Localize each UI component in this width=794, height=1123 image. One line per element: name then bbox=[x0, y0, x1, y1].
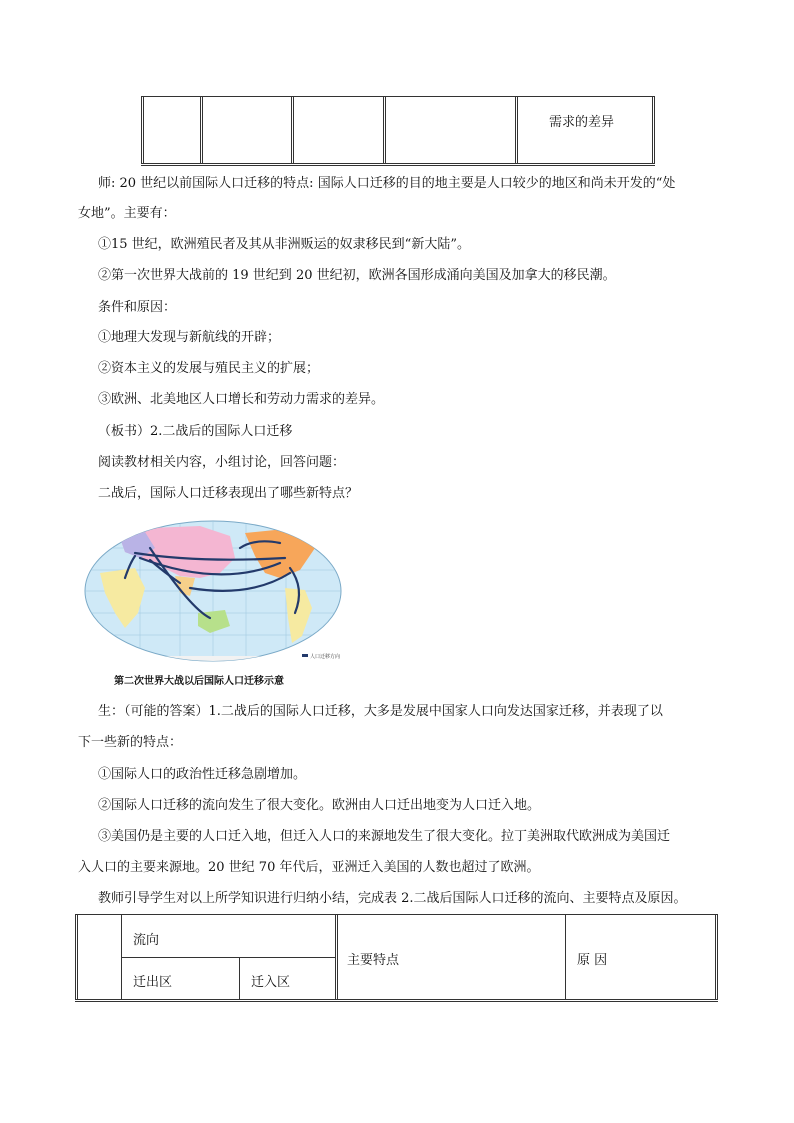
paragraph: 教师引导学生对以上所学知识进行归纳小结，完成表 2.二战后国际人口迁移的流向、主要特点及原因。 bbox=[98, 891, 687, 906]
paragraph: 阅读教材相关内容，小组讨论，回答问题： bbox=[98, 455, 346, 470]
top-table bbox=[141, 96, 655, 166]
paragraph: 女地”。主要有： bbox=[78, 206, 176, 221]
table-border bbox=[383, 97, 386, 163]
table-border bbox=[200, 97, 203, 163]
paragraph: ②第一次世界大战前的 19 世纪到 20 世纪初，欧洲各国形成涌向美国及加拿大的移民潮。 bbox=[98, 268, 616, 283]
table-border bbox=[75, 915, 78, 999]
paragraph: ①15 世纪，欧洲殖民者及其从非洲贩运的奴隶移民到“新大陆”。 bbox=[98, 237, 470, 252]
table-border bbox=[291, 97, 294, 163]
table-header-in-area: 迁入区 bbox=[251, 975, 291, 990]
table-border bbox=[239, 958, 240, 999]
table-border bbox=[565, 915, 566, 999]
table-header-out-area: 迁出区 bbox=[133, 975, 173, 990]
paragraph: ②资本主义的发展与殖民主义的扩展； bbox=[98, 361, 320, 376]
paragraph: ③欧洲、北美地区人口增长和劳动力需求的差异。 bbox=[98, 392, 385, 407]
paragraph: 二战后，国际人口迁移表现出了哪些新特点？ bbox=[98, 486, 359, 501]
paragraph: 下一些新的特点： bbox=[78, 735, 183, 750]
table-border bbox=[715, 915, 718, 999]
paragraph: 师: 20 世纪以前国际人口迁移的特点: 国际人口迁移的目的地主要是人口较少的地区和尚未开发的“处 bbox=[98, 176, 676, 191]
paragraph: （板书）2.二战后的国际人口迁移 bbox=[98, 424, 293, 439]
table-cell: 需求的差异 bbox=[549, 115, 615, 130]
table-border bbox=[335, 915, 338, 999]
table-header-features: 主要特点 bbox=[347, 953, 400, 968]
table-border bbox=[141, 97, 144, 163]
paragraph: 生：（可能的答案）1.二战后的国际人口迁移，大多是发展中国家人口向发达国家迁移，并表现了以 bbox=[98, 704, 663, 719]
map-caption: 第二次世界大战以后国际人口迁移示意 bbox=[114, 676, 284, 687]
table-header-flow: 流向 bbox=[133, 933, 160, 948]
summary-table bbox=[75, 914, 718, 1002]
paragraph: ①国际人口的政治性迁移急剧增加。 bbox=[98, 767, 307, 782]
paragraph: ②国际人口迁移的流向发生了很大变化。欧洲由人口迁出地变为人口迁入地。 bbox=[98, 798, 541, 813]
migration-map bbox=[80, 518, 346, 664]
paragraph: 条件和原因： bbox=[98, 300, 177, 315]
paragraph: 入人口的主要来源地。20 世纪 70 年代后，亚洲迁入美国的人数也超过了欧洲。 bbox=[78, 860, 540, 875]
paragraph: ①地理大发现与新航线的开辟； bbox=[98, 330, 281, 345]
table-border bbox=[652, 97, 655, 163]
table-border bbox=[121, 957, 335, 958]
table-header-reasons: 原 因 bbox=[577, 953, 608, 968]
paragraph: ③美国仍是主要的人口迁入地，但迁入人口的来源地发生了很大变化。拉丁美洲取代欧洲成为美国迁 bbox=[98, 829, 671, 844]
map-legend: 人口迁移方向 bbox=[310, 654, 341, 660]
table-border bbox=[515, 97, 518, 163]
world-map-image bbox=[80, 518, 346, 664]
